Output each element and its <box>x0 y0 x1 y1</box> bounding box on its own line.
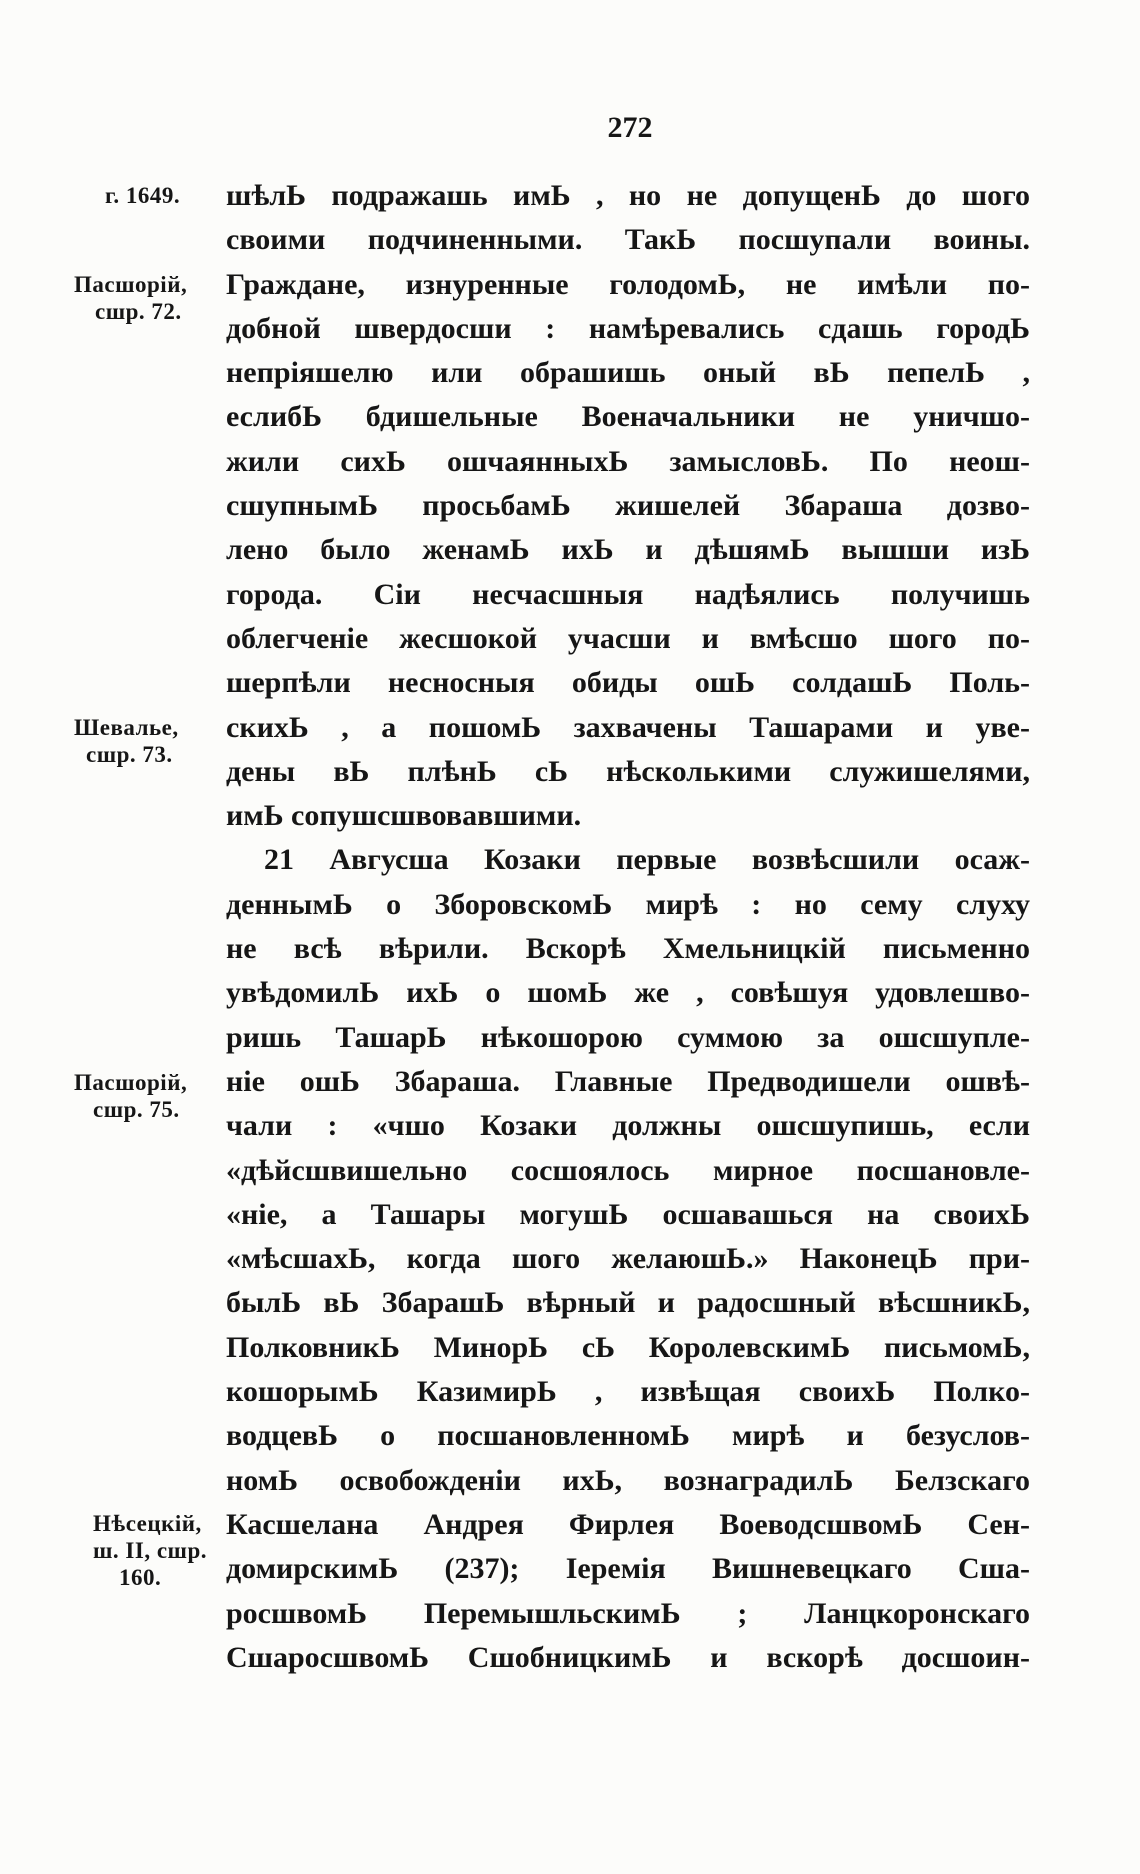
margin-note-pastorius-72 <box>74 271 187 325</box>
body-line: скихЬ , а пошомЬ захвачены Ташарами и уве- <box>226 710 1030 744</box>
margin-note-line: Шевалье, <box>74 715 179 740</box>
body-line: сшупнымЬ просьбамЬ жишелей Збараша дозво- <box>226 489 1030 523</box>
margin-note-pastorius-75 <box>74 1069 187 1123</box>
margin-note-line: Нѣсецкій, <box>93 1511 202 1536</box>
body-line: СшаросшвомЬ СшобницкимЬ и вскорѣ досшоин- <box>226 1640 1030 1674</box>
body-line: дены вЬ плѣнЬ сЬ нѣсколькими служишелями, <box>226 754 1030 788</box>
body-line: шѣлЬ подражашь имЬ , но не допущенЬ до шого <box>226 179 1030 212</box>
body-line: своими подчиненными. ТакЬ посшупали воины. <box>226 223 1030 257</box>
body-line: добной швердосши : намѣревались сдашь городЬ <box>226 311 1030 345</box>
margin-note-line: 160. <box>119 1565 162 1590</box>
body-line: номЬ освобожденіи ихЬ, вознаградилЬ Белзскаго <box>226 1463 1030 1497</box>
body-line: облегченіе жесшокой учасши и вмѣсшо шого по- <box>226 621 1030 655</box>
body-line: росшвомЬ ПеремышльскимЬ ; Ланцкоронскаго <box>226 1596 1030 1630</box>
body-line: увѣдомилЬ ихЬ о шомЬ же , совѣшуя удовлешво- <box>226 976 1030 1010</box>
body-line-paragraph-end: имЬ сопушсшвовавшими. <box>226 799 582 833</box>
body-line: кошорымЬ КазимирЬ , извѣщая своихЬ Полко- <box>226 1375 1030 1409</box>
body-line-paragraph-start: 21 Авгусша Козаки первые возвѣсшили осаж- <box>264 843 1030 877</box>
body-line: «дѣйсшвишельно сосшоялось мирное посшановле- <box>226 1153 1030 1187</box>
margin-note-line: ш. II, сшр. <box>93 1538 207 1563</box>
body-line: деннымЬ о ЗборовскомЬ мирѣ : но сему слуху <box>226 887 1030 921</box>
margin-note-niesiecki-160 <box>93 1510 207 1591</box>
body-line: былЬ вЬ ЗбарашЬ вѣрный и радосшный вѣсшникЬ, <box>226 1286 1030 1320</box>
body-line: чали : «чшо Козаки должны ошсшупишь, если <box>226 1109 1030 1143</box>
margin-note-chevalier-73 <box>74 714 179 768</box>
body-line: Граждане, изнуренные голодомЬ, не имѣли по- <box>226 267 1030 301</box>
body-line: Касшелана Андрея Фирлея ВоеводсшвомЬ Сен- <box>226 1507 1030 1541</box>
margin-note-line: сшр. 75. <box>93 1097 180 1122</box>
body-line: непріяшелю или обрашишь оный вЬ пепелЬ , <box>226 356 1030 390</box>
margin-note-line: Пасшорій, <box>74 272 188 297</box>
body-line: еслибЬ бдишельные Военачальники не уничшо- <box>226 400 1030 434</box>
body-line: шерпѣли несносныя обиды ошЬ солдашЬ Поль- <box>226 666 1030 700</box>
body-line: домирскимЬ (237); Іеремія Вишневецкаго Сша- <box>226 1552 1030 1586</box>
body-line: лено было женамЬ ихЬ и дѣшямЬ вышши изЬ <box>226 533 1030 567</box>
body-line: «ніе, а Ташары могушЬ осшавашься на своихЬ <box>226 1197 1030 1231</box>
margin-note-line: г. 1649. <box>105 183 181 208</box>
margin-note-line: Пасшорій, <box>74 1070 188 1095</box>
margin-note-year <box>105 182 180 209</box>
body-line: города. Сіи несчасшныя надѣялись получишь <box>226 577 1030 611</box>
body-line: ніе ошЬ Збараша. Главные Предводишели ошвѣ- <box>226 1064 1030 1098</box>
body-line: не всѣ вѣрили. Вскорѣ Хмельницкій письменно <box>226 932 1030 966</box>
page-number: 272 <box>607 111 653 144</box>
body-text <box>226 174 1030 1680</box>
margin-note-line: сшр. 73. <box>86 742 173 767</box>
body-line: «мѣсшахЬ, когда шого желаюшЬ.» НаконецЬ при- <box>226 1242 1030 1276</box>
body-line: ришь ТашарЬ нѣкошорою суммою за ошсшупле- <box>226 1020 1030 1054</box>
body-line: жили сихЬ ошчаянныхЬ замысловЬ. По неош- <box>226 444 1030 478</box>
body-line: водцевЬ о посшановленномЬ мирѣ и безуслов- <box>226 1419 1030 1453</box>
body-line: ПолковникЬ МинорЬ сЬ КоролевскимЬ письмомЬ, <box>226 1330 1030 1364</box>
margin-note-line: сшр. 72. <box>95 299 182 324</box>
